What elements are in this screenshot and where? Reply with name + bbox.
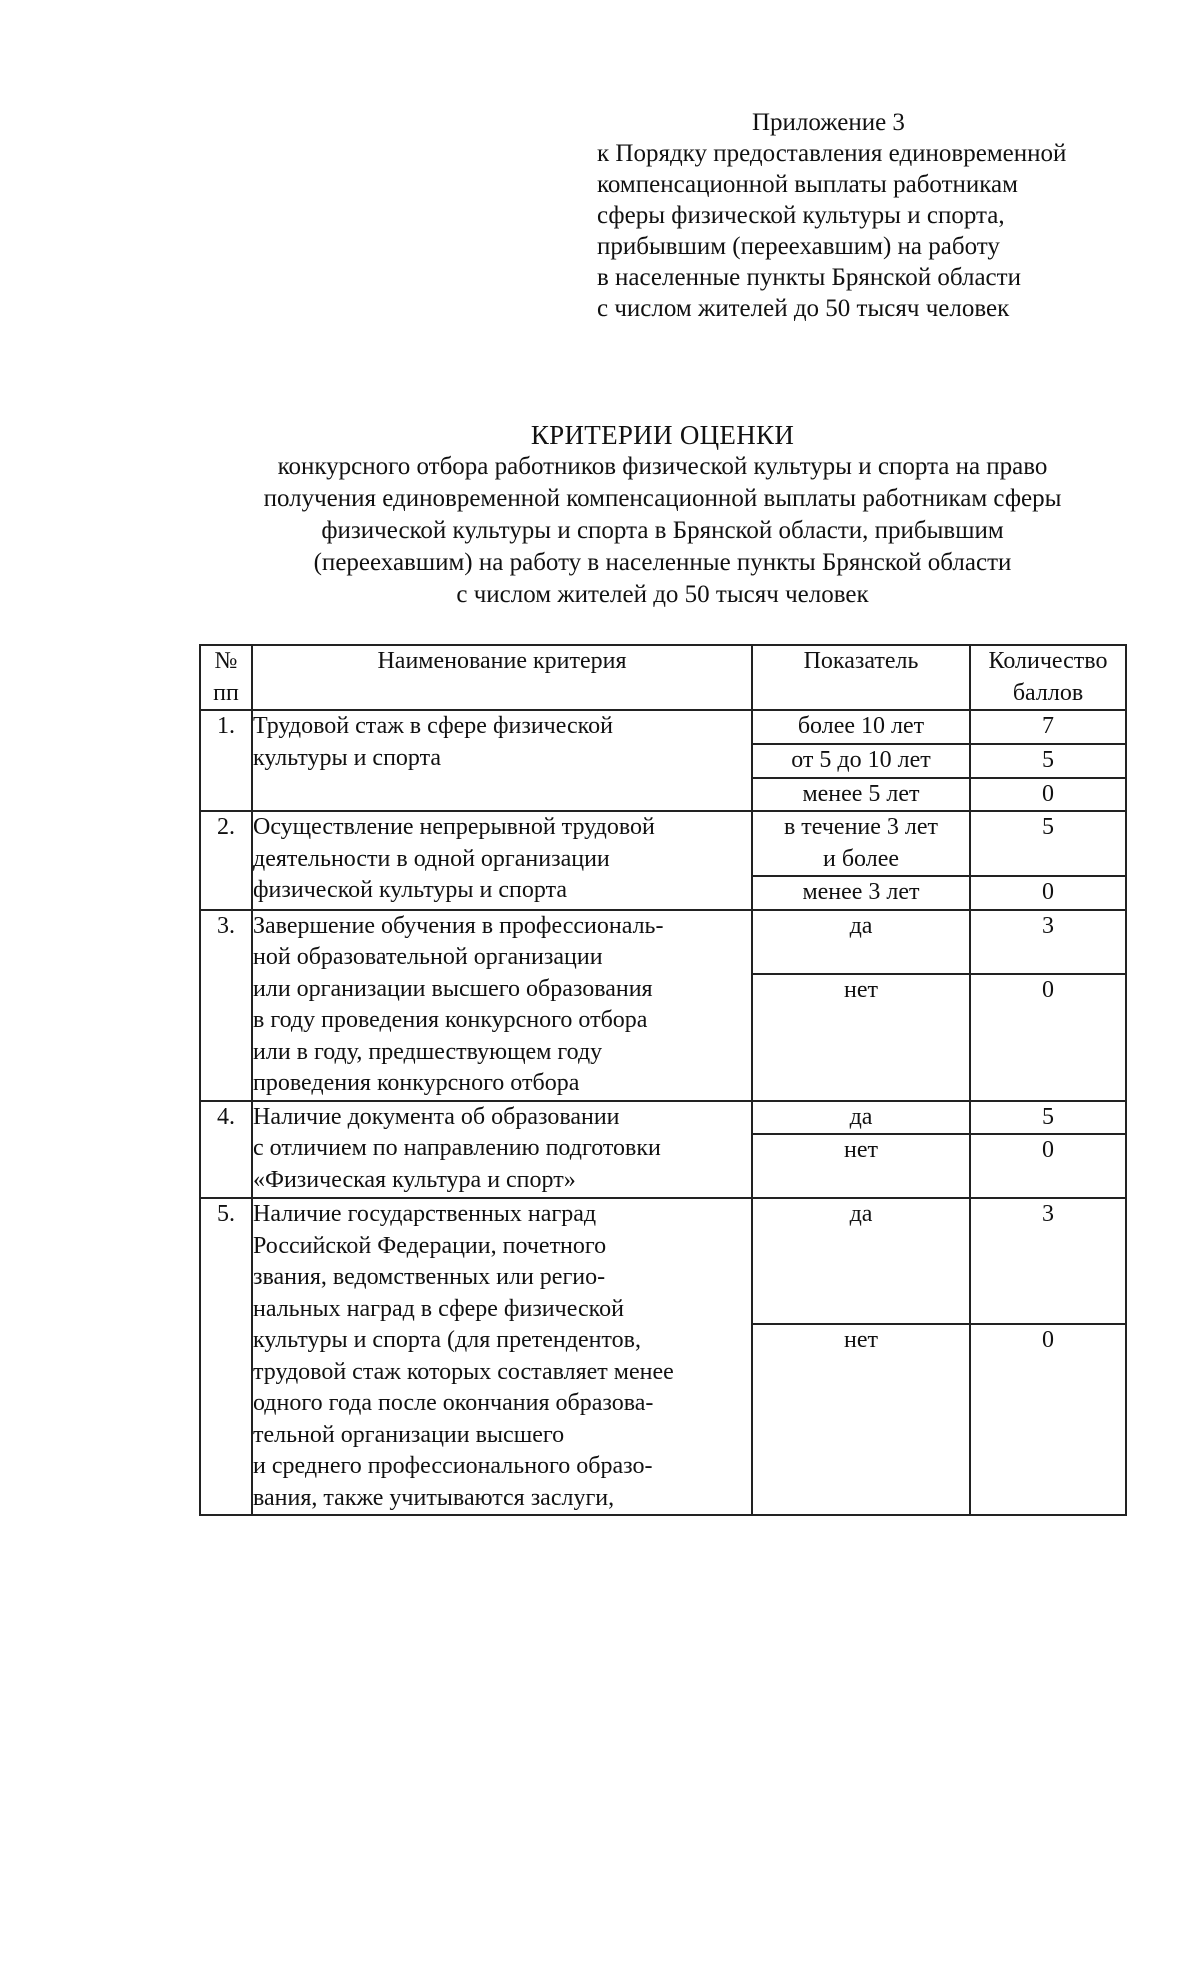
appendix-title: Приложение 3 bbox=[752, 109, 905, 136]
indicator-text: в течение 3 лет bbox=[783, 814, 939, 840]
indicator-text: да bbox=[849, 1103, 873, 1130]
appendix-line: компенсационной выплаты работникам bbox=[597, 171, 1018, 198]
appendix-line: к Порядку предоставления единовременной bbox=[597, 140, 1067, 167]
appendix-line: сферы физической культуры и спорта, bbox=[597, 202, 1005, 229]
criteria-table bbox=[199, 644, 1127, 1516]
appendix-line: прибывшим (переехавшим) на работу bbox=[597, 233, 1000, 260]
indicator-text: да bbox=[849, 1201, 873, 1227]
criterion-name-line: с отличием по направлению подготовки bbox=[253, 1135, 661, 1161]
points-cell: 5 bbox=[970, 811, 1126, 876]
criterion-number: 5. bbox=[200, 1198, 252, 1515]
criterion-name-line: Осуществление непрерывной трудовой bbox=[253, 814, 655, 840]
criterion-name-line: в году проведения конкурсного отбора bbox=[253, 1007, 648, 1033]
criterion-name-line: Трудовой стаж в сфере физической bbox=[253, 713, 613, 739]
criterion-number: 3. bbox=[200, 910, 252, 1101]
criterion-name-line: культуры и спорта bbox=[253, 744, 442, 771]
criterion-name-line: или организации высшего образования bbox=[253, 975, 653, 1002]
criterion-number: 2. bbox=[200, 811, 252, 910]
header-num-symbol: № bbox=[214, 648, 238, 674]
header-points-line1: Количество bbox=[988, 648, 1108, 674]
criterion-name bbox=[252, 1101, 752, 1199]
criterion-name-line: вания, также учитываются заслуги, bbox=[253, 1484, 615, 1511]
points-cell: 0 bbox=[970, 1324, 1126, 1515]
criterion-name-line: одного года после окончания образова- bbox=[253, 1390, 654, 1416]
table-row bbox=[200, 1101, 1126, 1135]
subtitle-line: конкурсного отбора работников физической культуры и спорта на право bbox=[277, 453, 1048, 480]
header-name: Наименование критерия bbox=[252, 645, 752, 710]
header-indicator: Показатель bbox=[752, 645, 970, 710]
indicator-text: нет bbox=[844, 1327, 878, 1354]
indicator-text: менее 5 лет bbox=[802, 780, 920, 807]
subtitle-line: с числом жителей до 50 тысяч человек bbox=[456, 581, 869, 608]
indicator-cell bbox=[752, 811, 970, 876]
criterion-name-line: тельной организации высшего bbox=[253, 1421, 565, 1448]
appendix-header bbox=[597, 107, 1157, 324]
criterion-name-line: деятельности в одной организации bbox=[253, 845, 610, 872]
indicator-cell bbox=[752, 876, 970, 910]
criterion-name bbox=[252, 811, 752, 910]
criterion-name bbox=[252, 710, 752, 811]
table-row bbox=[200, 811, 1126, 876]
indicator-cell bbox=[752, 910, 970, 974]
indicator-text: от 5 до 10 лет bbox=[791, 747, 931, 773]
indicator-cell bbox=[752, 1198, 970, 1324]
indicator-text: более 10 лет bbox=[797, 713, 925, 739]
points-cell: 0 bbox=[970, 778, 1126, 812]
header-points bbox=[970, 645, 1126, 710]
subtitle-line: (переехавшим) на работу в населенные пункты Брянской области bbox=[313, 549, 1012, 576]
document-title-block bbox=[195, 419, 1130, 611]
header-points-line2: баллов bbox=[1012, 679, 1084, 706]
criterion-name-line: ной образовательной организации bbox=[253, 944, 603, 970]
points-cell: 5 bbox=[970, 744, 1126, 778]
indicator-text: нет bbox=[844, 1137, 878, 1163]
appendix-line: в населенные пункты Брянской области bbox=[597, 264, 1021, 291]
points-cell: 0 bbox=[970, 876, 1126, 910]
indicator-text: менее 3 лет bbox=[802, 879, 920, 905]
table-row bbox=[200, 710, 1126, 744]
table-row bbox=[200, 1198, 1126, 1324]
criterion-name-line: звания, ведомственных или регио- bbox=[253, 1264, 606, 1290]
criterion-name-line: «Физическая культура и спорт» bbox=[253, 1166, 576, 1193]
criterion-name-line: или в году, предшествующем году bbox=[253, 1038, 603, 1065]
document-title: КРИТЕРИИ ОЦЕНКИ bbox=[530, 420, 795, 450]
criterion-name-line: культуры и спорта (для претендентов, bbox=[253, 1327, 641, 1353]
criterion-name-line: Наличие документа об образовании bbox=[253, 1103, 620, 1130]
table-row bbox=[200, 910, 1126, 974]
table-header-row bbox=[200, 645, 1126, 710]
criterion-number: 4. bbox=[200, 1101, 252, 1199]
appendix-line: с числом жителей до 50 тысяч человек bbox=[597, 295, 1010, 322]
subtitle-line: физической культуры и спорта в Брянской области, прибывшим bbox=[321, 517, 1004, 544]
criterion-name-line: проведения конкурсного отбора bbox=[253, 1070, 580, 1096]
indicator-cell bbox=[752, 710, 970, 744]
points-cell: 0 bbox=[970, 1134, 1126, 1198]
points-cell: 7 bbox=[970, 710, 1126, 744]
indicator-text: да bbox=[849, 912, 873, 939]
criterion-name-line: трудовой стаж которых составляет менее bbox=[253, 1358, 674, 1385]
indicator-cell bbox=[752, 974, 970, 1101]
subtitle-line: получения единовременной компенсационной выплаты работникам сферы bbox=[263, 485, 1062, 512]
criterion-name bbox=[252, 1198, 752, 1515]
points-cell: 5 bbox=[970, 1101, 1126, 1135]
indicator-cell bbox=[752, 1134, 970, 1198]
criterion-name bbox=[252, 910, 752, 1101]
criterion-name-line: Российской Федерации, почетного bbox=[253, 1232, 607, 1259]
indicator-cell bbox=[752, 744, 970, 778]
indicator-cell bbox=[752, 778, 970, 812]
indicator-text: нет bbox=[844, 976, 878, 1003]
points-cell: 3 bbox=[970, 910, 1126, 974]
indicator-cell bbox=[752, 1101, 970, 1135]
criterion-number: 1. bbox=[200, 710, 252, 811]
criterion-name-line: Завершение обучения в профессиональ- bbox=[253, 912, 664, 939]
criterion-name-line: Наличие государственных наград bbox=[253, 1201, 597, 1227]
indicator-cell bbox=[752, 1324, 970, 1515]
indicator-text: и более bbox=[822, 845, 900, 872]
points-cell: 0 bbox=[970, 974, 1126, 1101]
criterion-name-line: физической культуры и спорта bbox=[253, 877, 568, 903]
header-num-abbr: пп bbox=[213, 679, 239, 706]
criterion-name-line: нальных наград в сфере физической bbox=[253, 1295, 624, 1322]
criterion-name-line: и среднего профессионального образо- bbox=[253, 1453, 653, 1479]
points-cell: 3 bbox=[970, 1198, 1126, 1324]
header-num bbox=[200, 645, 252, 710]
